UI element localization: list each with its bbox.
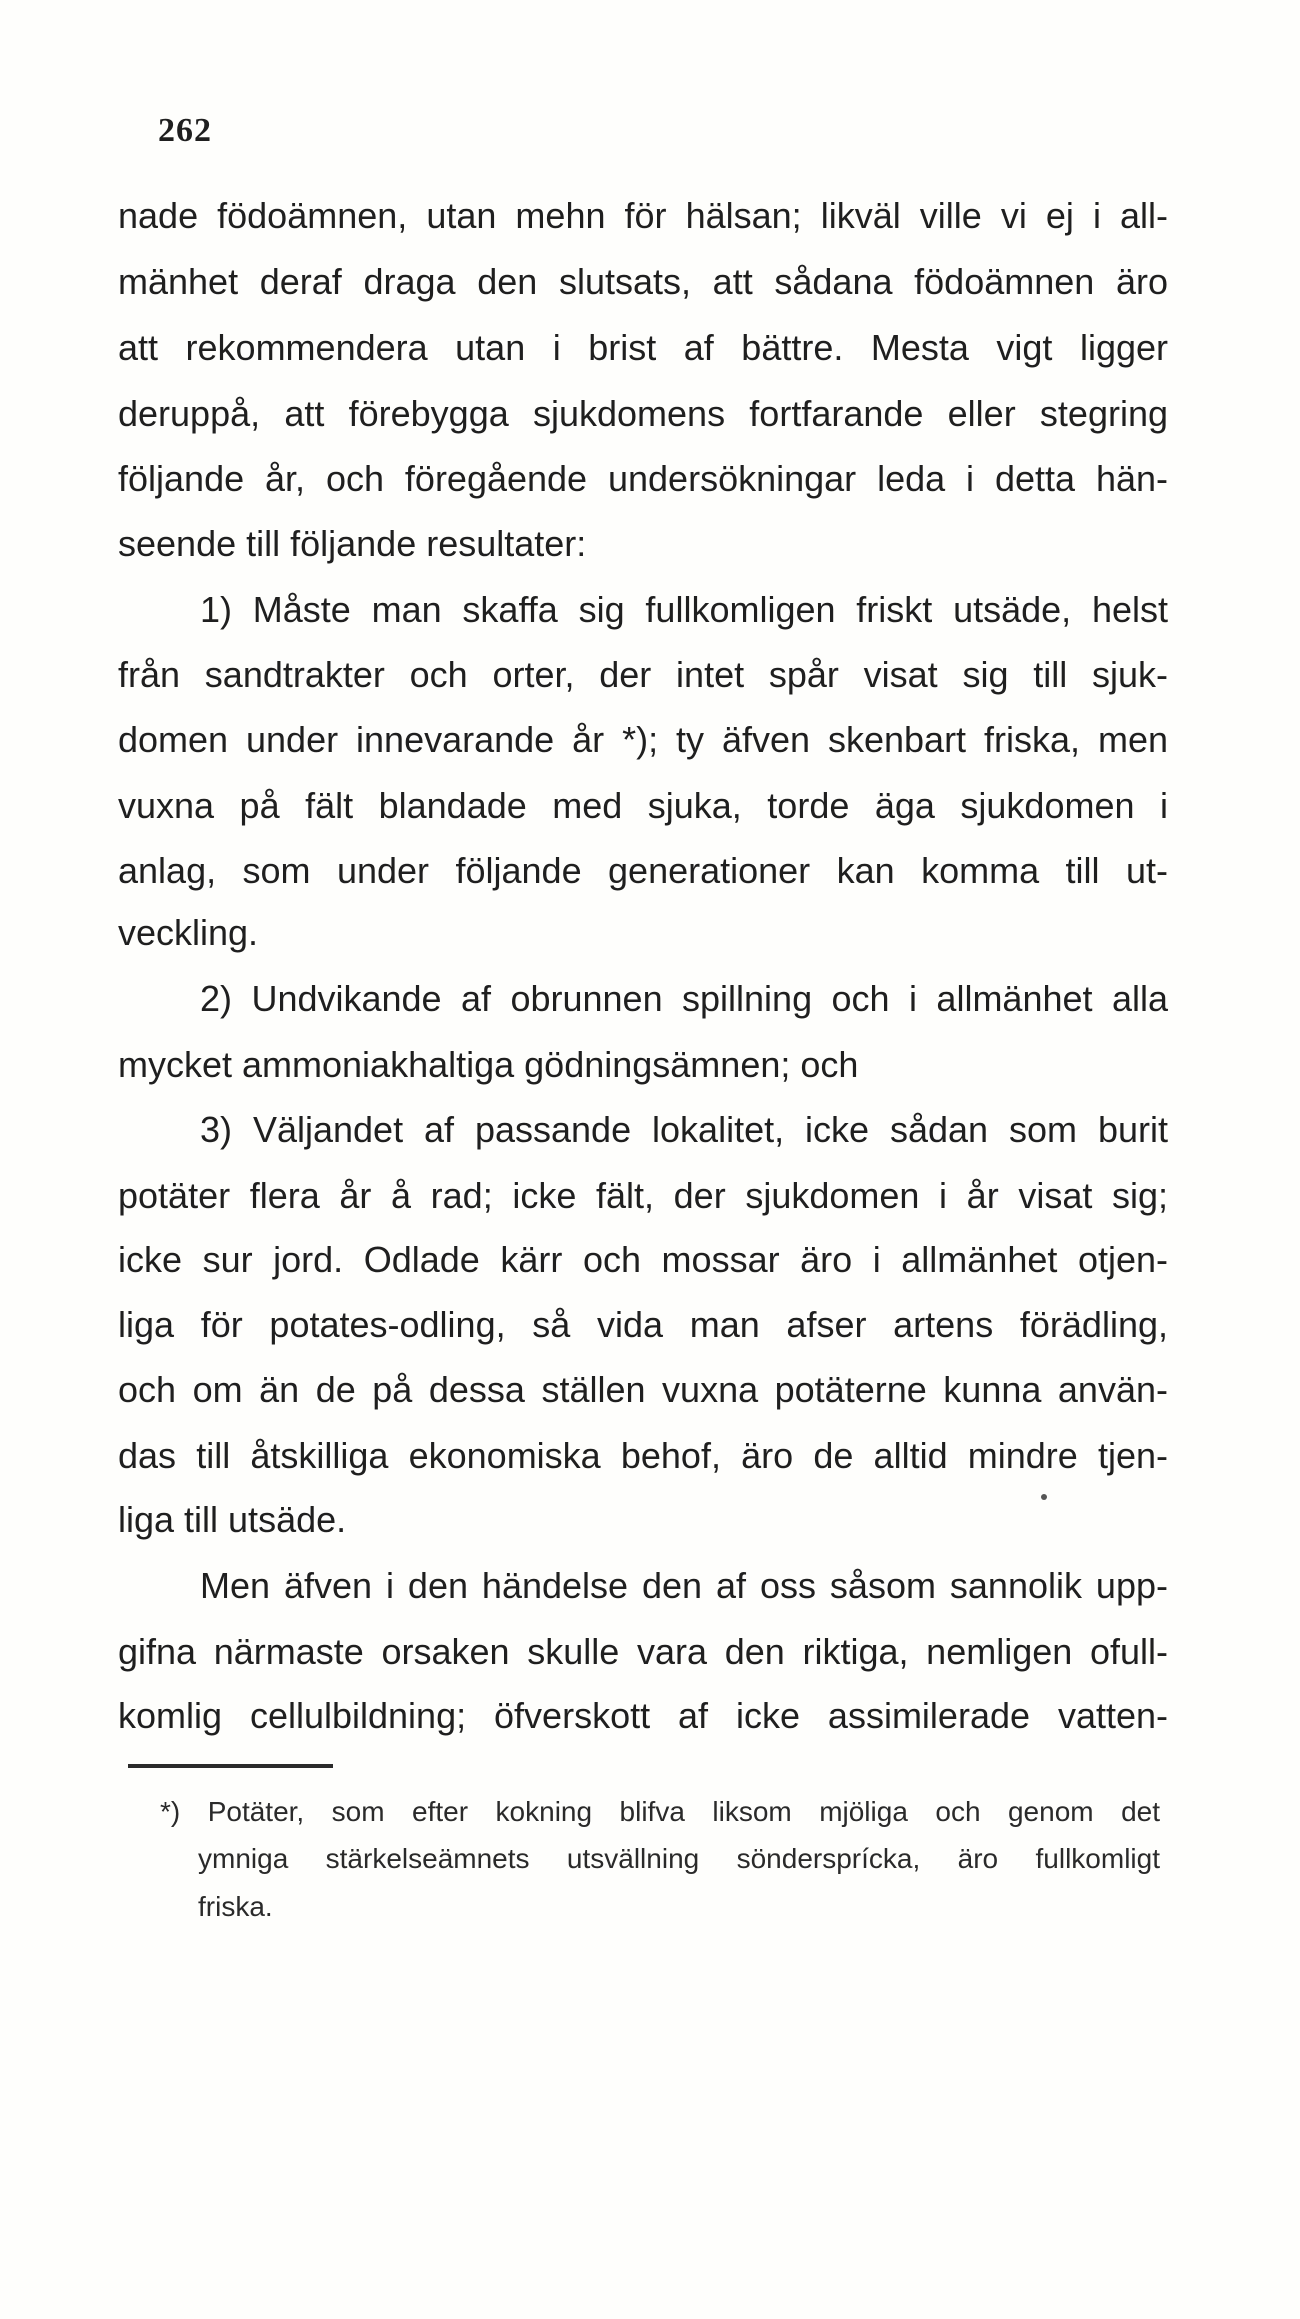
footnote-line: ymniga stärkelseämnets utsvällning söndersprícka, äro fullkomligt (198, 1843, 1160, 1874)
text-line: från sandtrakter och orter, der intet spår visat sig till sjuk- (118, 654, 1168, 695)
footnote-rule (128, 1764, 333, 1768)
list-item-1-line: 1) Måste man skaffa sig fullkomligen friskt utsäde, helst (200, 589, 1168, 630)
text-line: potäter flera år å rad; icke fält, der sjukdomen i år visat sig; (118, 1175, 1168, 1216)
text-line: anlag, som under följande generationer kan komma till ut- (118, 850, 1168, 891)
text-line: das till åtskilliga ekonomiska behof, äro de alltid mindre tjen- (118, 1435, 1168, 1476)
ink-speck (1041, 1494, 1047, 1500)
text-line: icke sur jord. Odlade kärr och mossar äro i allmänhet otjen- (118, 1239, 1168, 1280)
text-line: vuxna på fält blandade med sjuka, torde äga sjukdomen i (118, 785, 1168, 826)
list-item-2-line: 2) Undvikande af obrunnen spillning och i allmänhet alla (200, 978, 1168, 1019)
text-line: liga för potates-odling, så vida man afser artens förädling, (118, 1304, 1168, 1345)
text-line: mycket ammoniakhaltiga gödningsämnen; och (118, 1044, 859, 1085)
list-item-3-line: 3) Väljandet af passande lokalitet, icke sådan som burit (200, 1109, 1168, 1150)
text-line: att rekommendera utan i brist af bättre. Mesta vigt ligger (118, 327, 1168, 368)
text-line: seende till följande resultater: (118, 523, 587, 564)
text-line: nade födoämnen, utan mehn för hälsan; likväl ville vi ej i all- (118, 195, 1168, 236)
text-line: mänhet deraf draga den slutsats, att sådana födoämnen äro (118, 261, 1168, 302)
footnote-line: *) Potäter, som efter kokning blifva liksom mjöliga och genom det (160, 1796, 1160, 1827)
page-number: 262 (158, 112, 212, 149)
text-line: liga till utsäde. (118, 1499, 347, 1540)
text-line: gifna närmaste orsaken skulle vara den riktiga, nemligen ofull- (118, 1631, 1168, 1672)
text-line: veckling. (118, 912, 259, 953)
paragraph-start-line: Men äfven i den händelse den af oss såsom sannolik upp- (200, 1565, 1168, 1606)
text-line: följande år, och föregående undersökningar leda i detta hän- (118, 458, 1168, 499)
text-line: domen under innevarande år *); ty äfven skenbart friska, men (118, 719, 1168, 760)
text-line: och om än de på dessa ställen vuxna potäterne kunna använ- (118, 1369, 1168, 1410)
text-line: komlig cellulbildning; öfverskott af icke assimilerade vatten- (118, 1695, 1168, 1736)
text-line: deruppå, att förebygga sjukdomens fortfarande eller stegring (118, 393, 1168, 434)
footnote-line: friska. (198, 1891, 273, 1922)
